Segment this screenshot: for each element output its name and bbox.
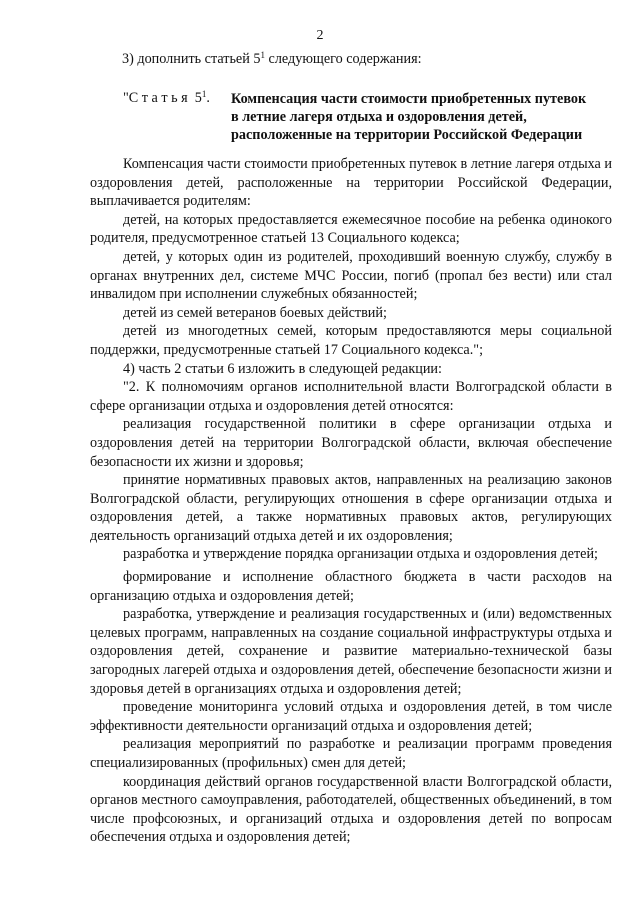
paragraph: координация действий органов государственной власти Волгоградской области, органов местного самоуправления, работодателей, общественных объединений, в том числе профсоюзных, и организаций отдыха и оздоровления детей по вопросам обеспечения отдыха и оздоровления детей; — [90, 773, 612, 846]
article-title — [231, 90, 611, 144]
paragraph: разработка, утверждение и реализация государственных и (или) ведомственных целевых программ, направленных на создание социальной инфраструктуры отдыха и оздоровления детей, сохранение и развитие материально-технической базы загородных лагерей отдыха и оздоровления детей, обеспечение безопасности жизни и здоровья детей в организациях отдыха и оздоровления детей; — [90, 606, 612, 697]
paragraph: разработка и утверждение порядка организации отдыха и оздоровления детей; — [123, 546, 598, 563]
article-label-dot: . — [206, 90, 210, 106]
paragraph: детей, на которых предоставляется ежемесячное пособие на ребенка одинокого родителя, предусмотренное статьей 13 Социального кодекса; — [90, 211, 612, 247]
article-title-line: расположенные на территории Российской Федерации — [231, 127, 583, 143]
paragraph: формирование и исполнение областного бюджета в части расходов на организацию отдыха и оздоровления детей; — [90, 569, 612, 604]
article-title-line: Компенсация части стоимости приобретенных путевок — [231, 91, 587, 107]
paragraph: 4) часть 2 статьи 6 изложить в следующей редакции: — [123, 360, 442, 377]
intro-suffix: следующего содержания: — [264, 51, 422, 67]
paragraph: "2. К полномочиям органов исполнительной власти Волгоградской области в сфере организации отдыха и оздоровления детей относятся: — [90, 379, 612, 414]
paragraph: детей из многодетных семей, которым предоставляются меры социальной поддержки, предусмотренные статьей 17 Социального кодекса."; — [90, 323, 612, 358]
page-number: 2 — [316, 28, 324, 43]
intro-superscript: 1 — [260, 50, 265, 60]
paragraph: принятие нормативных правовых актов, направленных на реализацию законов Волгоградской области, регулирующих отношения в сфере организации отдыха и оздоровления детей, а также нормативных правовых актов, регулирующих деятельность организаций отдыха детей и их оздоровления; — [90, 472, 612, 544]
paragraph: детей, у которых один из родителей, проходивший военную службу, службу в органах внутренних дел, системе МЧС России, погиб (пропал без вести) или стал инвалидом при исполнении служебных обязанностей; — [90, 248, 612, 303]
article-title-line: в летние лагеря отдыха и оздоровления детей, — [231, 109, 527, 125]
article-label-superscript: 1 — [201, 89, 207, 99]
intro-text: 3) дополнить статьей 5 — [122, 51, 261, 67]
paragraph: Компенсация части стоимости приобретенных путевок в летние лагеря отдыха и оздоровления детей, расположенные на территории Российской Федерации, выплачивается родителям: — [90, 156, 612, 210]
article-label-text: "С т а т ь я 5 — [123, 90, 202, 106]
paragraph: реализация мероприятий по разработке и реализации программ проведения специализированных (профильных) смен для детей; — [90, 736, 612, 771]
paragraph: детей из семей ветеранов боевых действий; — [123, 304, 387, 321]
article-label — [123, 90, 210, 107]
amendment-intro — [122, 51, 422, 68]
document-body — [90, 155, 612, 847]
paragraph: реализация государственной политики в сфере организации отдыха и оздоровления детей на территории Волгоградской области, включая обеспечение безопасности их жизни и здоровья; — [90, 416, 612, 470]
paragraph: проведение мониторинга условий отдыха и оздоровления детей, в том числе эффективности деятельности организаций отдыха и оздоровления детей; — [90, 699, 612, 734]
